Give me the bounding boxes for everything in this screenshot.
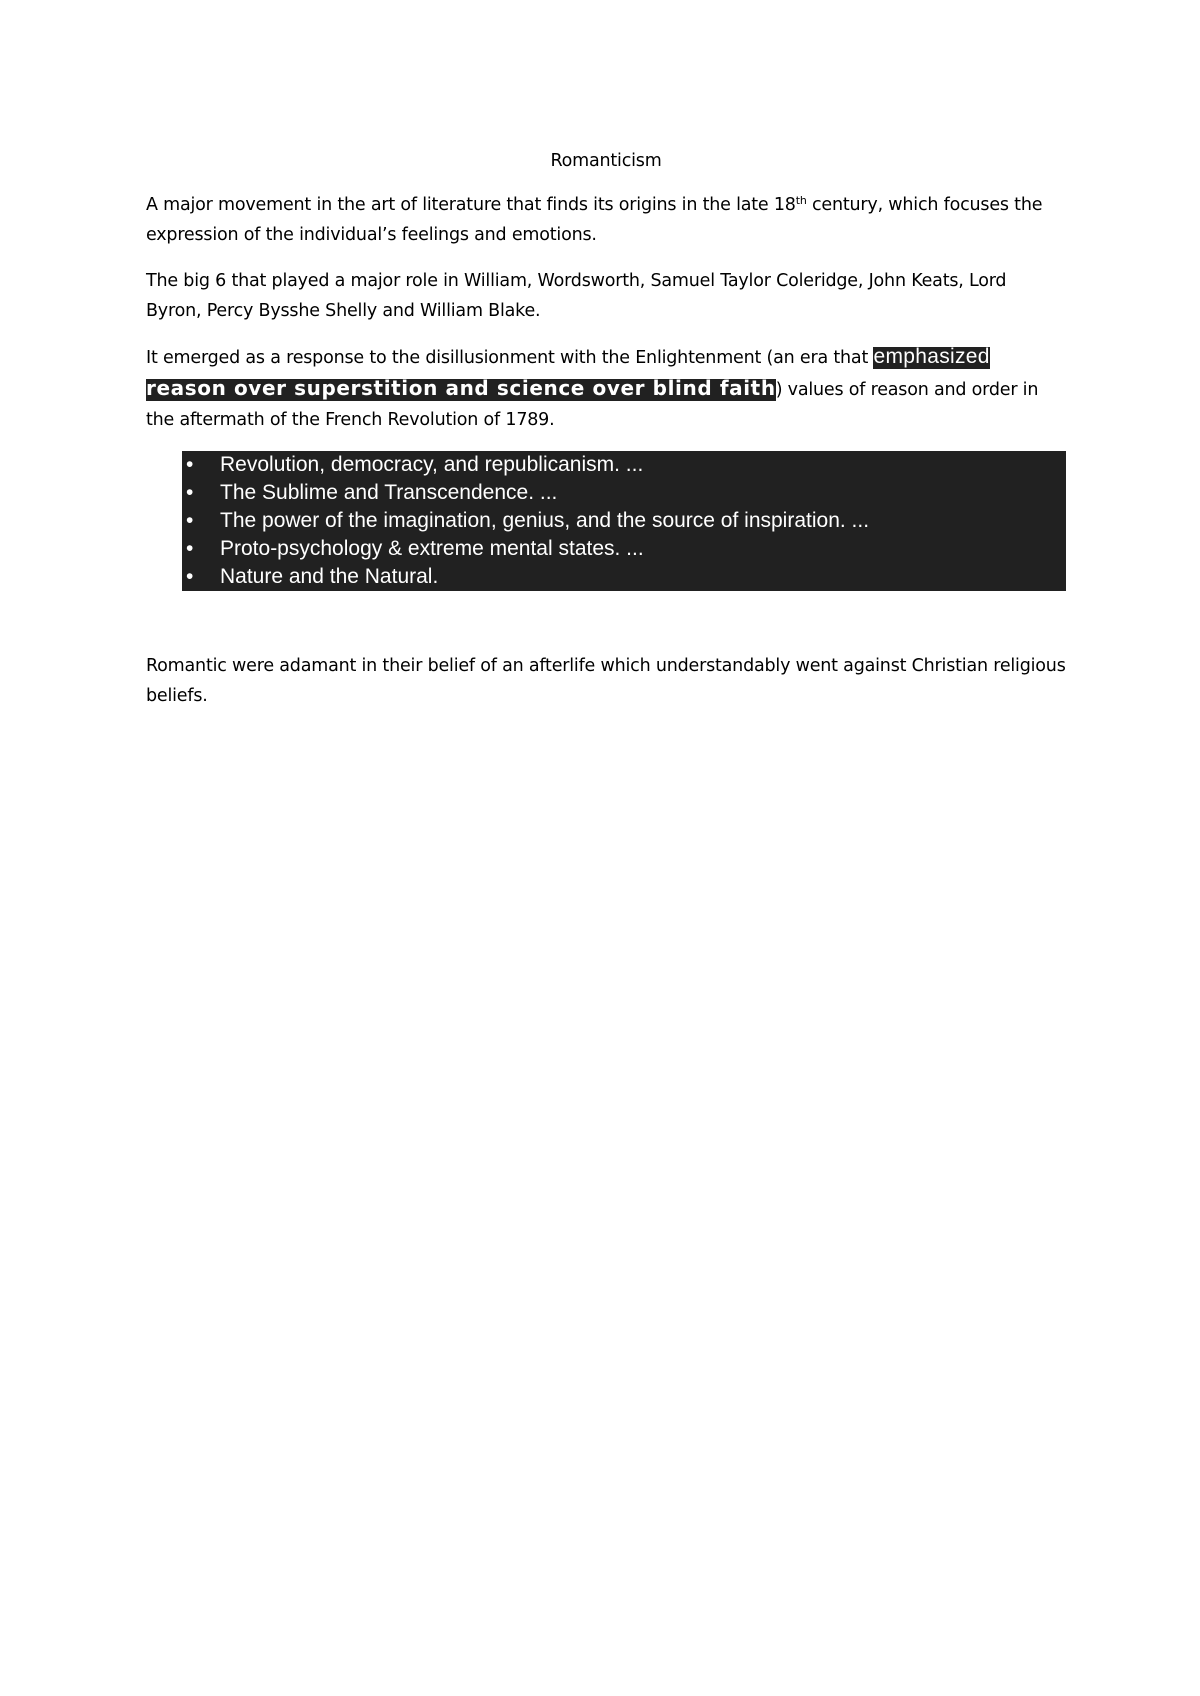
paragraph-origins-text-end: ) values of reason and order in the aftermath of the French Revolution of 1789. bbox=[146, 380, 1039, 430]
paragraph-origins-text: It emerged as a response to the disillusionment with the Enlightenment (an era that bbox=[146, 348, 874, 368]
list-item bbox=[182, 563, 1066, 591]
document-body bbox=[146, 146, 1066, 727]
list-item-text: The Sublime and Transcendence. ... bbox=[220, 481, 558, 504]
paragraph-definition-text-end: century, which focuses the expression of the individual’s feelings and emotions. bbox=[146, 195, 1043, 245]
paragraph-afterlife: Romantic were adamant in their belief of an afterlife which understandably went against Christian religious beliefs. bbox=[146, 656, 1066, 706]
ordinal-suffix: th bbox=[795, 194, 807, 207]
list-item-text: Revolution, democracy, and republicanism. ... bbox=[220, 453, 644, 476]
themes-bullet-list bbox=[182, 451, 1066, 591]
paragraph-definition bbox=[146, 190, 1066, 250]
highlighted-plain-text: emphasized bbox=[873, 345, 990, 368]
bullet-icon: • bbox=[186, 509, 194, 532]
list-item bbox=[182, 535, 1066, 563]
bullet-icon: • bbox=[186, 537, 194, 560]
bullet-icon: • bbox=[186, 565, 194, 588]
bullet-icon: • bbox=[186, 481, 194, 504]
bullet-icon: • bbox=[186, 453, 194, 476]
list-item bbox=[182, 479, 1066, 507]
highlighted-bold-text: reason over superstition and science over blind faith bbox=[146, 376, 776, 400]
document-title: Romanticism bbox=[550, 151, 662, 171]
paragraph-origins bbox=[146, 342, 1066, 435]
list-item-text: The power of the imagination, genius, and the source of inspiration. ... bbox=[220, 509, 870, 532]
list-item bbox=[182, 507, 1066, 535]
spacer bbox=[146, 591, 1066, 651]
list-item-text: Nature and the Natural. bbox=[220, 565, 439, 588]
list-item bbox=[182, 451, 1066, 479]
paragraph-definition-text: A major movement in the art of literature that finds its origins in the late 18 bbox=[146, 195, 796, 215]
list-item-text: Proto-psychology & extreme mental states. ... bbox=[220, 537, 644, 560]
paragraph-big-six: The big 6 that played a major role in William, Wordsworth, Samuel Taylor Coleridge, John Keats, Lord Byron, Percy Bysshe Shelly and William Blake. bbox=[146, 271, 1007, 321]
